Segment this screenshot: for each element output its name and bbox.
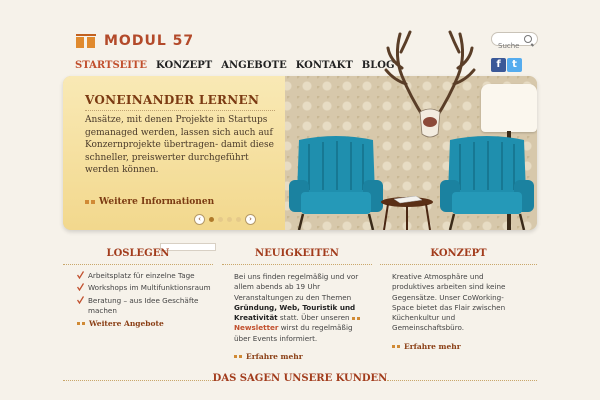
column-neuigkeiten <box>222 248 372 361</box>
list-item <box>75 271 213 281</box>
bullet-icon <box>85 200 89 204</box>
armchair-left <box>287 134 385 230</box>
nav-item-startseite[interactable]: STARTSEITE <box>75 60 148 71</box>
divider <box>380 264 537 265</box>
column-loslegen <box>63 248 213 328</box>
check-icon <box>77 296 84 304</box>
chevron-left-icon[interactable]: ‹ <box>194 214 205 225</box>
divider <box>63 264 213 265</box>
bullet-icon <box>397 345 400 348</box>
bullet-icon <box>77 322 80 325</box>
list-item-text: Workshops im Multifunktionsraum <box>88 283 211 293</box>
search-box[interactable] <box>491 32 538 46</box>
logo-icon <box>76 34 96 48</box>
column-konzept <box>380 248 537 351</box>
brand-name: MODUL 57 <box>104 33 195 49</box>
search-icon[interactable] <box>524 35 532 43</box>
news-text <box>234 272 362 344</box>
side-table <box>378 196 436 230</box>
slider-dot[interactable] <box>227 217 232 222</box>
news-topics: Gründung, Web, Touristik und Kreativität <box>234 302 356 323</box>
twitter-icon[interactable]: t <box>507 58 522 72</box>
hero-textbox <box>63 76 285 230</box>
more-link[interactable] <box>77 319 213 328</box>
news-text-part: wirst du regelmäßig über Events informiert. <box>234 323 353 343</box>
antlers-image <box>380 26 480 146</box>
facebook-icon[interactable]: f <box>491 58 506 72</box>
bullet-icon <box>392 345 395 348</box>
divider <box>222 264 372 265</box>
more-label: Erfahre mehr <box>404 341 461 351</box>
hero-more-label: Weitere Informationen <box>99 197 215 207</box>
logo[interactable] <box>76 33 194 49</box>
bullet-icon <box>82 322 85 325</box>
newsletter-link[interactable]: Newsletter <box>234 323 279 333</box>
lamp-shade <box>481 84 537 132</box>
news-text-part: Bei uns finden regelmäßig und vor allem abends ab 19 Uhr Veranstaltungen zu den Themen <box>234 272 359 302</box>
list-item <box>75 283 213 293</box>
nav-item-kontakt[interactable]: KONTAKT <box>295 60 353 71</box>
bullet-icon <box>239 355 242 358</box>
check-icon <box>77 271 84 279</box>
hero-more-link[interactable] <box>85 197 214 207</box>
check-icon <box>77 283 84 291</box>
slider-pagination <box>194 214 256 225</box>
testimonials-title: DAS SAGEN UNSERE KUNDEN <box>212 373 388 384</box>
more-label: Erfahre mehr <box>246 352 303 362</box>
nav-item-blog[interactable]: BLOG <box>361 60 395 71</box>
column-title: KONZEPT <box>430 248 487 259</box>
more-label: Weitere Angebote <box>89 319 164 329</box>
search-input[interactable] <box>492 40 526 52</box>
nav-item-konzept[interactable]: KONZEPT <box>156 60 213 71</box>
list-item-text: Beratung – aus Idee Geschäfte machen <box>88 295 199 315</box>
column-title: NEUIGKEITEN <box>255 248 339 259</box>
column-title: LOSLEGEN <box>106 248 170 259</box>
more-link[interactable] <box>392 342 537 351</box>
main-nav <box>75 60 395 71</box>
slider-dot[interactable] <box>236 217 241 222</box>
offer-list <box>75 271 213 316</box>
hero-text: Ansätze, mit denen Projekte in Startups gemanaged werden, lassen sich auch auf Konzernprojekte übertragen- damit diese schneller, preiswerter durchgeführt werden können. <box>85 115 274 175</box>
chevron-right-icon[interactable]: › <box>245 214 256 225</box>
hero-title: VONEINANDER LERNEN <box>85 93 260 107</box>
konzept-text: Kreative Atmosphäre und produktives arbeiten sind keine Gegensätze. Unser CoWorking-Space bietet das Flair zwischen Küchenkultur und Gemeinschaftsbüro. <box>392 272 506 333</box>
social-links <box>491 58 522 72</box>
more-link[interactable] <box>234 352 372 361</box>
list-item <box>75 296 213 317</box>
bullet-icon <box>352 317 355 320</box>
nav-item-angebote[interactable]: ANGEBOTE <box>221 60 287 71</box>
divider <box>85 110 275 111</box>
news-text-part: statt. Über unseren <box>279 313 350 323</box>
list-item-text: Arbeitsplatz für einzelne Tage <box>88 271 195 280</box>
bullet-icon <box>357 317 360 320</box>
slider-dot[interactable] <box>209 217 214 222</box>
bullet-icon <box>91 200 95 204</box>
bullet-icon <box>234 355 237 358</box>
armchair-right <box>438 134 536 230</box>
slider-dot[interactable] <box>218 217 223 222</box>
